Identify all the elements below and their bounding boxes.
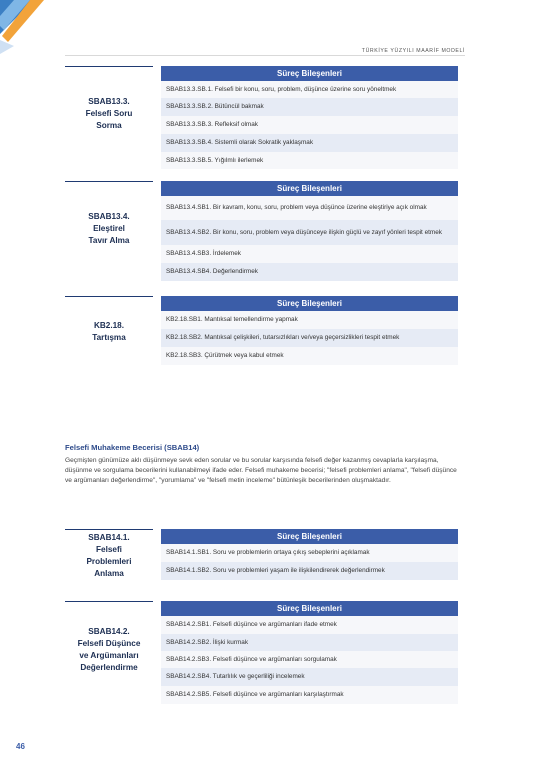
table-row: SBAB14.2.SB5. Felsefi düşünce ve argümanları karşılaştırmak [161,686,458,704]
divider [65,296,153,297]
competency-code-column [65,296,153,366]
competency-code: SBAB13.4. Eleştirel Tavır Alma [88,212,130,245]
running-header: TÜRKİYE YÜZYILI MAARİF MODELİ [361,48,465,54]
process-table [161,181,458,281]
divider [65,66,153,67]
table-row: SBAB13.4.SB3. İrdelemek [161,245,458,263]
competency-code-column [65,529,153,584]
corner-decoration [0,0,60,60]
table-row: SBAB13.3.SB.3. Refleksif olmak [161,116,458,134]
table-row: SBAB14.1.SB2. Soru ve problemleri yaşam ile ilişkilendirerek değerlendirmek [161,562,458,580]
header-rule [65,55,465,56]
competency-code: KB2.18. Tartışma [92,321,126,342]
table-header: Süreç Bileşenleri [161,181,458,196]
competency-block [65,601,458,706]
competency-code-column [65,601,153,706]
table-row: SBAB13.3.SB.4. Sistemli olarak Sokratik yaklaşmak [161,134,458,152]
table-row: SBAB14.2.SB1. Felsefi düşünce ve argümanları ifade etmek [161,616,458,634]
table-row: KB2.18.SB2. Mantıksal çelişkileri, tutarsızlıkları ve/veya geçersizlikleri tespit etmek [161,329,458,347]
process-table [161,601,458,704]
process-table [161,66,458,169]
divider [65,529,153,530]
divider [65,601,153,602]
table-row: SBAB13.3.SB.2. Bütüncül bakmak [161,98,458,116]
process-table [161,529,458,580]
table-row: SBAB13.3.SB.1. Felsefi bir konu, soru, problem, düşünce üzerine soru yöneltmek [161,81,458,98]
table-row: SBAB13.4.SB2. Bir konu, soru, problem veya düşünceye ilişkin güçlü ve zayıf yönleri tespit etmek [161,220,458,245]
competency-block [65,66,458,171]
table-row: SBAB14.2.SB3. Felsefi düşünce ve argümanları sorgulamak [161,651,458,668]
competency-code-column [65,66,153,171]
table-row: SBAB14.2.SB4. Tutarlılık ve geçerliliği incelemek [161,668,458,686]
table-row: SBAB14.1.SB1. Soru ve problemlerin ortaya çıkış sebeplerini açıklamak [161,544,458,562]
table-row: SBAB13.3.SB.5. Yığılmlı ilerlemek [161,152,458,169]
competency-code-column [65,181,153,286]
table-header: Süreç Bileşenleri [161,296,458,311]
table-row: SBAB14.2.SB2. İlişki kurmak [161,634,458,651]
table-header: Süreç Bileşenleri [161,601,458,616]
process-table [161,296,458,365]
section-body: Geçmişten günümüze aklı düşünmeye sevk eden sorular ve bu sorular karşısında felsefi değer kazanmış cevaplarla karşılaşma, düşünme ve sorgulama becerilerini kullanabilmeyi ifade eder. Felsefi muhakeme becerisi; "felsefi problemleri anlama", "felsefi düşünce ve argümanları değerlendirme", "yorumlama" ve "felsefi metin inceleme" bütünleşik becerilerinden oluşmaktadır. [65,457,457,484]
competency-block [65,181,458,286]
table-row: KB2.18.SB1. Mantıksal temellendirme yapmak [161,311,458,329]
table-row: SBAB13.4.SB4. Değerlendirmek [161,263,458,281]
table-header: Süreç Bileşenleri [161,529,458,544]
table-header: Süreç Bileşenleri [161,66,458,81]
competency-block [65,296,458,366]
table-row: SBAB13.4.SB1. Bir kavram, konu, soru, problem veya düşünce üzerine eleştiriye açık olmak [161,196,458,220]
section-title: Felsefi Muhakeme Becerisi (SBAB14) [65,443,200,452]
divider [65,181,153,182]
competency-block [65,529,458,584]
competency-code: SBAB14.1. Felsefi Problemleri Anlama [86,533,132,578]
page-number: 46 [16,742,25,751]
competency-code: SBAB14.2. Felsefi Düşünce ve Argümanları Değerlendirme [77,627,141,672]
competency-code: SBAB13.3. Felsefi Soru Sorma [85,97,133,130]
table-row: KB2.18.SB3. Çürütmek veya kabul etmek [161,347,458,365]
